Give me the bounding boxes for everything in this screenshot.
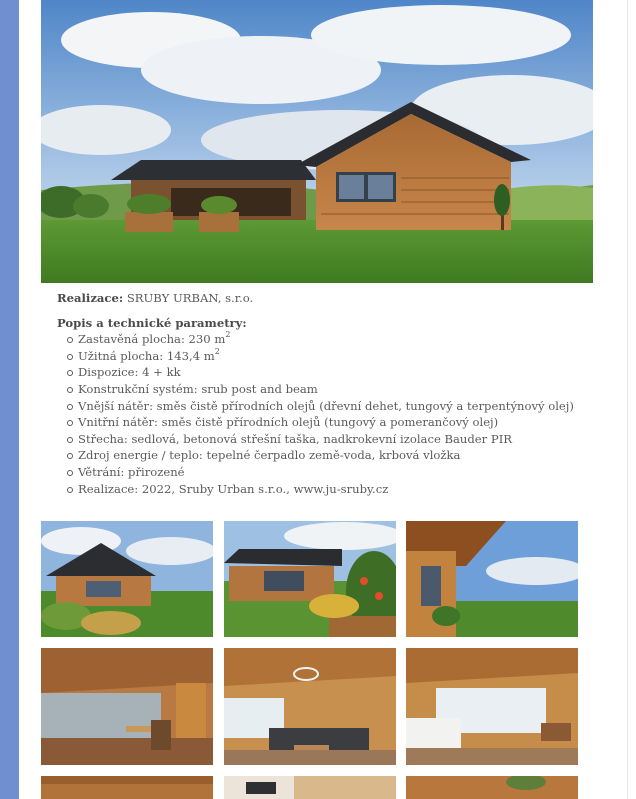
right-divider — [627, 0, 628, 799]
gallery-thumb-exterior-2[interactable] — [224, 521, 396, 637]
param-text: Vnitřní nátěr: směs čistě přírodních olejů (tungový a pomerančový olej) — [78, 415, 499, 430]
gallery-thumb-interior-5[interactable] — [224, 776, 396, 799]
param-item — [78, 398, 617, 415]
params-list — [57, 331, 617, 497]
param-text: Zastavěná plocha: 230 m — [78, 332, 226, 347]
credit-label: Realizace: — [57, 291, 124, 305]
gallery-thumb-exterior-1[interactable] — [41, 521, 213, 637]
params-title-text: Popis a technické parametry: — [57, 315, 247, 330]
param-text: Užitná plocha: 143,4 m — [78, 348, 215, 363]
param-item — [78, 364, 617, 381]
param-text: Větrání: přirozené — [78, 464, 185, 479]
gallery-thumb-kitchen[interactable] — [406, 648, 578, 765]
param-item — [78, 331, 617, 348]
gallery-thumb-interior-6[interactable] — [406, 776, 578, 799]
param-item — [78, 447, 617, 464]
gallery-thumb-interior-4[interactable] — [41, 776, 213, 799]
param-item — [78, 481, 617, 498]
param-text: Střecha: sedlová, betonová střešní taška, nadkrokevní izolace Bauder PIR — [78, 431, 513, 446]
param-sup: 2 — [214, 346, 220, 356]
params-title — [57, 315, 617, 332]
param-text: Realizace: 2022, Sruby Urban s.r.o., www.ju-sruby.cz — [78, 481, 389, 496]
param-item — [78, 381, 617, 398]
gallery-thumb-exterior-3[interactable] — [406, 521, 578, 637]
gallery-thumb-terrace[interactable] — [41, 648, 213, 765]
hero-photo-log-house[interactable] — [41, 0, 593, 283]
param-sup: 2 — [225, 330, 231, 340]
realization-credit — [57, 290, 617, 307]
gallery-thumb-living-room[interactable] — [224, 648, 396, 765]
param-item — [78, 348, 617, 365]
param-text: Vnější nátěr: směs čistě přírodních olejů (dřevní dehet, tungový a terpentýnový olej) — [78, 398, 574, 413]
param-text: Konstrukční systém: srub post and beam — [78, 381, 318, 396]
param-text: Zdroj energie / teplo: tepelné čerpadlo země-voda, krbová vložka — [78, 448, 461, 463]
param-item — [78, 464, 617, 481]
left-accent-stripe — [0, 0, 19, 799]
credit-value: SRUBY URBAN, s.r.o. — [126, 291, 254, 305]
param-text: Dispozice: 4 + kk — [78, 365, 181, 380]
param-item — [78, 431, 617, 448]
param-item — [78, 414, 617, 431]
project-info — [57, 290, 617, 497]
